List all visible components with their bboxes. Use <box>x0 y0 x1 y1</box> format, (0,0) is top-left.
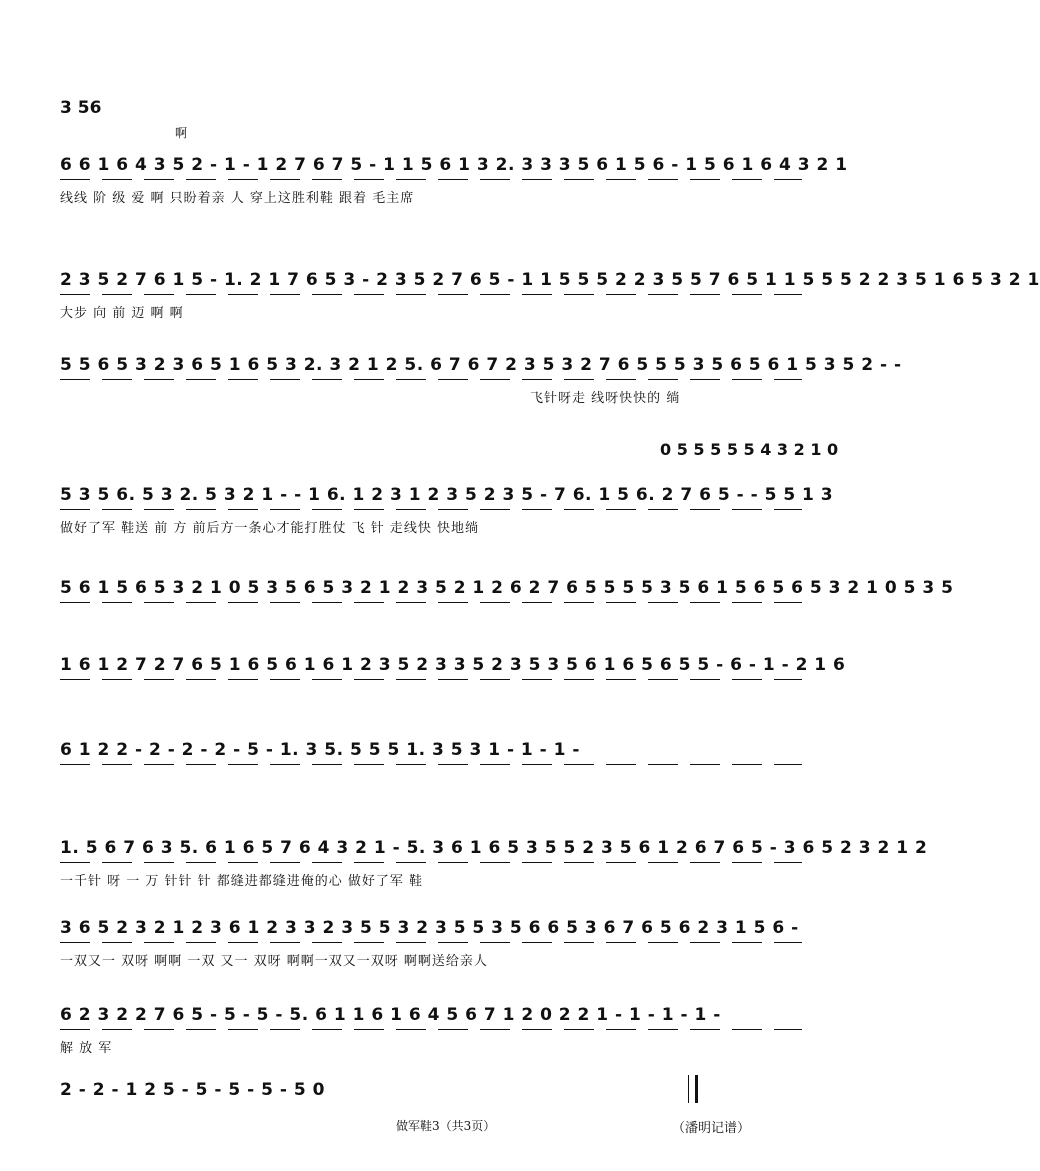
notes: 2 - 2 - 1 2 5 - 5 - 5 - 5 - 5 0 <box>60 1080 325 1100</box>
lyrics: 解 放 军 <box>60 1041 113 1056</box>
lyrics: 大步 向 前 迈 啊 啊 <box>60 306 184 321</box>
intro-notes: 3 56 <box>60 98 102 118</box>
lyrics: 一千针 呀 一 万 针针 针 都缝进都缝进俺的心 做好了军 鞋 <box>60 874 424 889</box>
lyrics: 做好了军 鞋送 前 方 前后方一条心才能打胜仗 飞 针 走线快 快地绱 <box>60 521 480 536</box>
beam-underline <box>60 602 802 603</box>
notes: 6 1 2 2 - 2 - 2 - 2 - 5 - 1. 3 5. 5 5 5 1. 3 5 3 1 - 1 - 1 - <box>60 740 580 760</box>
beam-underline <box>60 942 802 943</box>
notes: 6 6 1 6 4 3 5 2 - 1 - 1 2 7 6 7 5 - 1 1 5 6 1 3 2. 3 3 3 5 6 1 5 6 - 1 5 6 1 6 4 3 2 1 <box>60 155 848 175</box>
notes: 5 5 6 5 3 2 3 6 5 1 6 5 3 2. 3 2 1 2 5. 6 7 6 7 2 3 5 3 2 7 6 5 5 5 3 5 6 5 6 1 5 3 5 2 - - <box>60 355 902 375</box>
beam-underline <box>60 509 802 510</box>
beam-underline <box>60 1029 802 1030</box>
beam-underline <box>60 862 802 863</box>
final-barline <box>688 1075 698 1103</box>
beam-underline <box>60 679 802 680</box>
lyrics: 线线 阶 级 爱 啊 只盼着亲 人 穿上这胜利鞋 跟着 毛主席 <box>60 191 415 206</box>
beam-underline <box>60 764 802 765</box>
lyrics: 飞针呀走 线呀快快的 绱 <box>530 391 681 406</box>
beam-underline <box>60 294 802 295</box>
lyrics: 一双又一 双呀 啊啊 一双 又一 双呀 啊啊一双又一双呀 啊啊送给亲人 <box>60 954 488 969</box>
notes: 1 6 1 2 7 2 7 6 5 1 6 5 6 1 6 1 2 3 5 2 3 3 5 2 3 5 3 5 6 1 6 5 6 5 5 - 6 - 1 - 2 1 6 <box>60 655 846 675</box>
transcriber-credit: （潘明记谱） <box>672 1121 751 1136</box>
notes: 6 2 3 2 2 7 6 5 - 5 - 5 - 5. 6 1 1 6 1 6 4 5 6 7 1 2 0 2 2 1 - 1 - 1 - 1 - <box>60 1005 721 1025</box>
intro-lyric: 啊 <box>175 126 188 140</box>
notes: 5 6 1 5 6 5 3 2 1 0 5 3 5 6 5 3 2 1 2 3 5 2 1 2 6 2 7 6 5 5 5 5 3 5 6 1 5 6 5 6 5 3 2 1 0 5 3 5 <box>60 578 954 598</box>
beam-underline <box>60 179 802 180</box>
notes: 5 3 5 6. 5 3 2. 5 3 2 1 - - 1 6. 1 2 3 1 2 3 5 2 3 5 - 7 6. 1 5 6. 2 7 6 5 - - 5 5 1 3 <box>60 485 834 505</box>
notes: 1. 5 6 7 6 3 5. 6 1 6 5 7 6 4 3 2 1 - 5. 3 6 1 6 5 3 5 5 2 3 5 6 1 2 6 7 6 5 - 3 6 5 2 3 2 1 2 <box>60 838 928 858</box>
beam-underline <box>60 379 802 380</box>
notes: 3 6 5 2 3 2 1 2 3 6 1 2 3 3 2 3 5 5 3 2 3 5 5 3 5 6 6 5 3 6 7 6 5 6 2 3 1 5 6 - <box>60 918 799 938</box>
page-footer: 做军鞋3（共3页） <box>396 1119 496 1133</box>
notes: 2 3 5 2 7 6 1 5 - 1. 2 1 7 6 5 3 - 2 3 5 2 7 6 5 - 1 1 5 5 5 2 2 3 5 5 7 6 5 1 1 5 5 5 2 2 3 5 1 6 5 3 2 1 <box>60 270 1040 290</box>
aside-notes: 0 5 5 5 5 5 4 3 2 1 0 <box>660 440 839 459</box>
